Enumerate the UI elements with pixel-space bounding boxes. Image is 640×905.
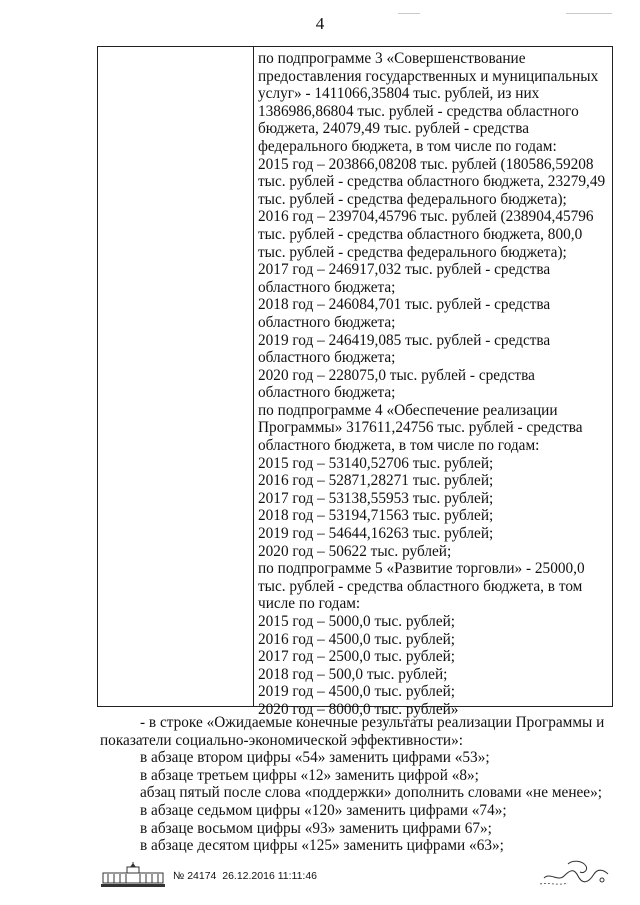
amendment-text	[100, 714, 615, 855]
scan-artifact-top-right	[566, 13, 612, 14]
table-cell-line: 2018 год – 246084,701 тыс. рублей - средства	[258, 296, 551, 314]
table-cell-line: 2016 год – 4500,0 тыс. рублей;	[258, 630, 456, 648]
table-cell-line: бюджета, 24079,49 тыс. рублей - средства	[258, 120, 530, 138]
table-cell-line: услуг» - 1411066,35804 тыс. рублей, из них	[258, 85, 540, 103]
table-cell-line: 2016 год – 239704,45796 тыс. рублей (238904,45796	[258, 208, 594, 226]
table-cell-line: областного бюджета, в том числе по годам:	[258, 437, 540, 455]
table-cell-line: по подпрограмме 5 «Развитие торговли» - 25000,0	[258, 560, 585, 578]
document-datetime: 26.12.2016 11:11:46	[222, 870, 318, 882]
table-cell-line: 2019 год – 4500,0 тыс. рублей;	[258, 683, 456, 701]
paragraph-line: в абзаце десятом цифры «125» заменить цифрами «63»;	[140, 837, 504, 855]
table-cell-line: 2019 год – 246419,085 тыс. рублей - средства	[258, 331, 551, 349]
document-number: 24174	[187, 870, 217, 882]
paragraph-line: в абзаце седьмом цифры «120» заменить цифрами «74»;	[140, 801, 507, 819]
table-cell-line: 2018 год – 53194,71563 тыс. рублей;	[258, 507, 494, 525]
scan-artifact-top	[398, 13, 420, 14]
table-cell-line: 2017 год – 246917,032 тыс. рублей - средства	[258, 261, 551, 279]
table-cell-line: тыс. рублей - средства областного бюджета, 800,0	[258, 225, 583, 243]
table-right-cell	[258, 50, 610, 719]
document-registration	[173, 870, 317, 882]
page-number: 4	[315, 14, 325, 33]
table-cell-line: областного бюджета;	[258, 349, 396, 367]
table-cell-line: 2020 год – 228075,0 тыс. рублей - средства	[258, 366, 535, 384]
table-cell-line: областного бюджета;	[258, 278, 396, 296]
table-cell-line: 2020 год – 8000,0 тыс. рублей»	[258, 700, 459, 718]
government-building-logo	[100, 862, 166, 888]
table-cell-line: тыс. рублей - средства областного бюджета, 23279,49	[258, 173, 606, 191]
paragraph-line: - в строке «Ожидаемые конечные результаты реализации Программы и	[140, 714, 605, 731]
table-cell-line: 2016 год – 52871,28271 тыс. рублей;	[258, 472, 494, 490]
paragraph-line: в абзаце третьем цифры «12» заменить цифрой «8»;	[140, 766, 479, 784]
table-cell-line: тыс. рублей - средства федерального бюджета);	[258, 243, 567, 261]
table-cell-line: федерального бюджета, в том числе по годам:	[258, 137, 557, 155]
table-cell-line: областного бюджета;	[258, 384, 396, 402]
table-cell-line: областного бюджета;	[258, 313, 396, 331]
paragraph-line: абзац пятый после слова «поддержки» дополнить словами «не менее»;	[140, 784, 602, 802]
table-cell-line: числе по годам:	[258, 595, 361, 613]
table-cell-line: 2015 год – 5000,0 тыс. рублей;	[258, 613, 456, 630]
table-cell-line: 2018 год – 500,0 тыс. рублей;	[258, 665, 448, 683]
paragraph-line: в абзаце восьмом цифры «93» заменить цифрами 67»;	[140, 819, 492, 837]
table-cell-line: 2015 год – 53140,52706 тыс. рублей;	[258, 454, 494, 472]
table-cell-line: 2015 год – 203866,08208 тыс. рублей (180586,59208	[258, 155, 594, 173]
number-sign: №	[173, 870, 185, 882]
table-cell-line: Программы» 317611,24756 тыс. рублей - средства	[258, 419, 583, 437]
table-cell-line: 2017 год – 53138,55953 тыс. рублей;	[258, 489, 494, 507]
table-cell-line: 2020 год – 50622 тыс. рублей;	[258, 542, 452, 560]
table-cell-line: тыс. рублей - средства областного бюджета, в том	[258, 577, 583, 595]
table-cell-line: предоставления государственных и муниципальных	[258, 67, 599, 85]
table-cell-line: 2017 год – 2500,0 тыс. рублей;	[258, 648, 456, 666]
paragraph-line: показатели социально-экономической эффективности»:	[100, 731, 463, 749]
table-cell-line: по подпрограмме 3 «Совершенствование	[258, 50, 526, 67]
table-cell-line: 1386986,86804 тыс. рублей - средства областного	[258, 102, 579, 120]
table-cell-line: тыс. рублей - средства федерального бюджета);	[258, 190, 567, 208]
paragraph-line: в абзаце втором цифры «54» заменить цифрами «53»;	[140, 749, 490, 767]
table-column-divider	[253, 46, 254, 707]
table-cell-line: по подпрограмме 4 «Обеспечение реализации	[258, 401, 558, 419]
table-cell-line: 2019 год – 54644,16263 тыс. рублей;	[258, 525, 494, 543]
handwritten-signature	[538, 854, 618, 890]
